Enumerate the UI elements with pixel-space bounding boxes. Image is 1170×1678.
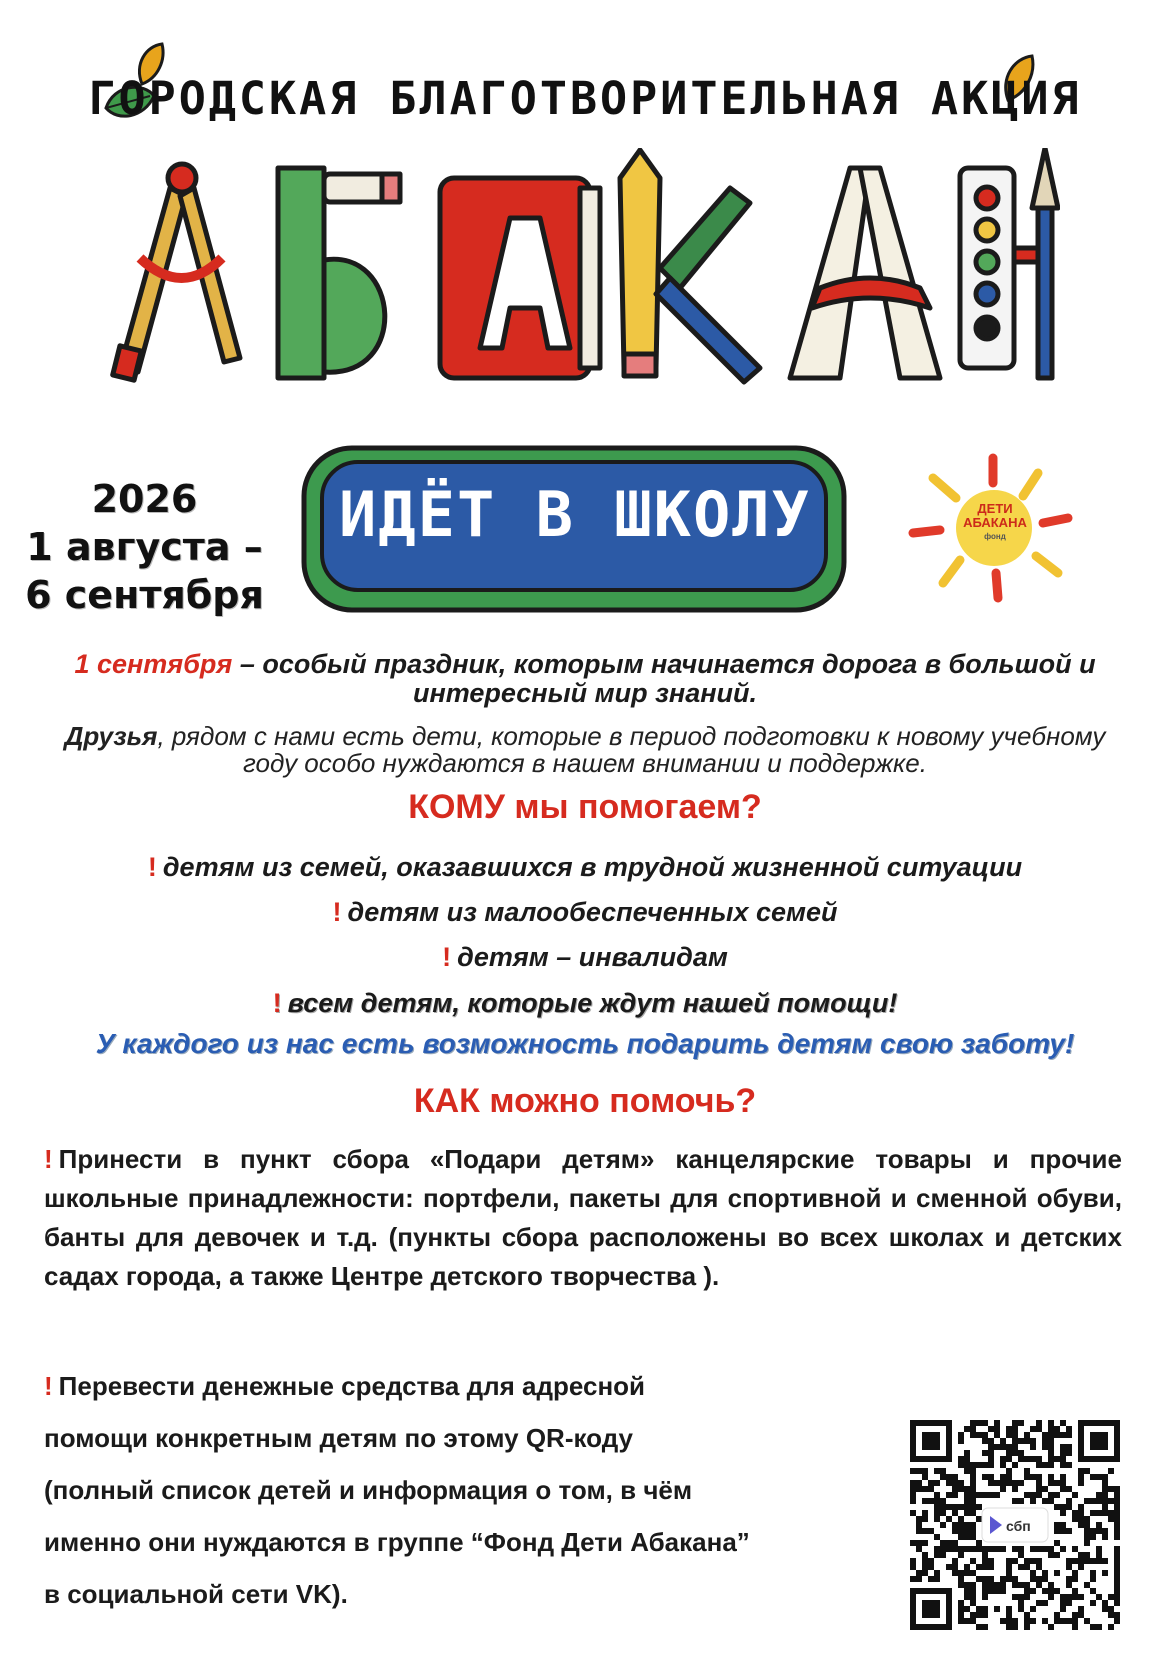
friends-word: Друзья <box>64 721 158 751</box>
how-item-collect: ! Принести в пункт сбора «Подари детям» канцелярские товары и прочие школьные принадлежности: портфели, пакеты для спортивной и сменной обуви, банты для девочек и т.д. (пункты сбора расположены во всех школах и детских садах города, а также Центре детского творчества ). <box>44 1144 1122 1291</box>
friends-text: , рядом с нами есть дети, которые в период подготовки к новому учебному году особо нуждаются в нашем внимании и поддержке. <box>157 721 1106 778</box>
intro-text: – особый праздник, которым начинается дорога в большой и интересный мир знаний. <box>232 649 1096 708</box>
dates-block <box>22 475 267 619</box>
intro-date: 1 сентября <box>74 649 233 679</box>
who-item: ! детям из малообеспеченных семей <box>332 897 838 927</box>
how-item-transfer: ! Перевести денежные средства для адресной помощи конкретным детям по этому QR-коду (полный список детей и информация о том, в чём именно они нуждаются в группе “Фонд Дети Абакана” в социальной сети VK). <box>44 1371 750 1609</box>
who-item: ! детям из семей, оказавшихся в трудной жизненной ситуации <box>147 852 1023 882</box>
who-item: ! детям – инвалидам <box>442 942 728 972</box>
year: 2026 <box>91 477 198 521</box>
intro-paragraph <box>40 650 1130 708</box>
date-to: 6 сентября <box>25 573 264 617</box>
friends-paragraph <box>40 723 1130 777</box>
sbp-badge: сбп <box>1006 1518 1031 1534</box>
who-item: ! всем детям, которые ждут нашей помощи! <box>272 988 898 1018</box>
banner-text: ИДЁТ В ШКОЛУ <box>339 478 811 551</box>
abakan-logo <box>100 148 1060 398</box>
fund-logo-text: ДЕТИ АБАКАНА фонд <box>963 501 1027 541</box>
action-title: ГОРОДСКАЯ БЛАГОТВОРИТЕЛЬНАЯ АКЦИЯ <box>88 72 1082 125</box>
how-heading: КАК можно помочь? <box>413 1082 757 1120</box>
qr-code[interactable] <box>910 1420 1120 1630</box>
slogan: У каждого из нас есть возможность подарить детям свою заботу! <box>95 1028 1075 1059</box>
date-from: 1 августа – <box>26 525 263 569</box>
who-heading: КОМУ мы помогаем? <box>408 788 762 826</box>
